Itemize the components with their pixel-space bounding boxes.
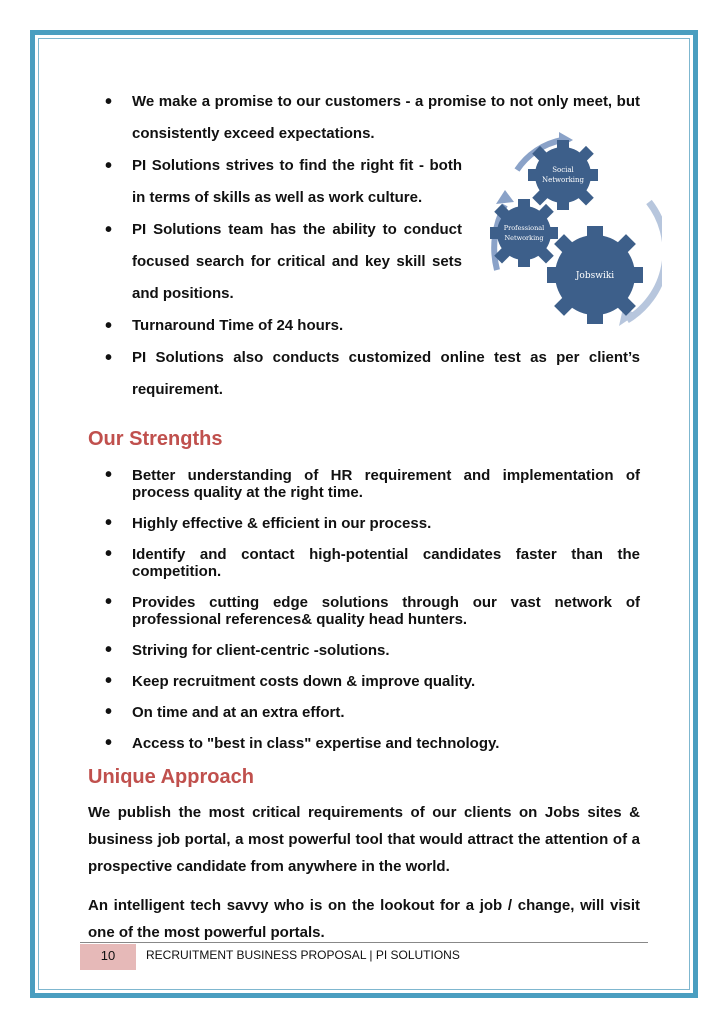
intro-bullet: • We make a promise to our customers - a promise to not only meet, but consistently exceed expectations. [88, 86, 640, 150]
intro-bullet: • PI Solutions also conducts customized online test as per client’s requirement. [88, 342, 640, 406]
svg-text:Networking: Networking [541, 176, 585, 184]
svg-text:Networking: Networking [504, 234, 544, 242]
strength-item: • Provides cutting edge solutions through our vast network of professional references& quality head hunters. [88, 594, 640, 628]
approach-paragraph: An intelligent tech savvy who is on the lookout for a job / change, will visit one of the most powerful portals. [88, 897, 640, 941]
gear-top-icon [528, 140, 598, 210]
gears-diagram [477, 130, 662, 328]
approach-paragraph: We publish the most critical requirements of our clients on Jobs sites & business job portal, a most powerful tool that would attract the attention of a prospective candidate from anywhere in the world. [88, 804, 640, 875]
strength-item: • Better understanding of HR requirement and implementation of process quality at the right time. [88, 467, 640, 501]
intro-bullet: • Turnaround Time of 24 hours. [88, 310, 640, 342]
strengths-list [88, 467, 640, 752]
strength-item: • On time and at an extra effort. [88, 704, 640, 721]
strengths-heading: Our Strengths [88, 428, 223, 450]
footer-title: RECRUITMENT BUSINESS PROPOSAL | PI SOLUTIONS [146, 948, 460, 962]
intro-bullet: • PI Solutions team has the ability to conduct focused search for critical and key skill sets and positions. [88, 214, 462, 310]
strength-item: • Identify and contact high-potential candidates faster than the competition. [88, 546, 640, 580]
strength-item: • Access to "best in class" expertise and technology. [88, 735, 640, 752]
gear-top-label: Social [552, 166, 574, 174]
strength-item: • Keep recruitment costs down & improve quality. [88, 673, 640, 690]
gear-left-icon [490, 199, 558, 267]
approach-heading: Unique Approach [88, 766, 254, 788]
footer-divider [80, 942, 648, 943]
strength-item: • Highly effective & efficient in our process. [88, 515, 640, 532]
strength-item: • Striving for client-centric -solutions. [88, 642, 640, 659]
page-number: 10 [100, 948, 116, 963]
arrow-head-left [496, 190, 514, 204]
gear-left-label: Professional [503, 224, 545, 232]
intro-bullet: • PI Solutions strives to find the right fit - both in terms of skills as well as work culture. [88, 150, 462, 214]
gear-main-label: Jobswiki [575, 271, 615, 281]
